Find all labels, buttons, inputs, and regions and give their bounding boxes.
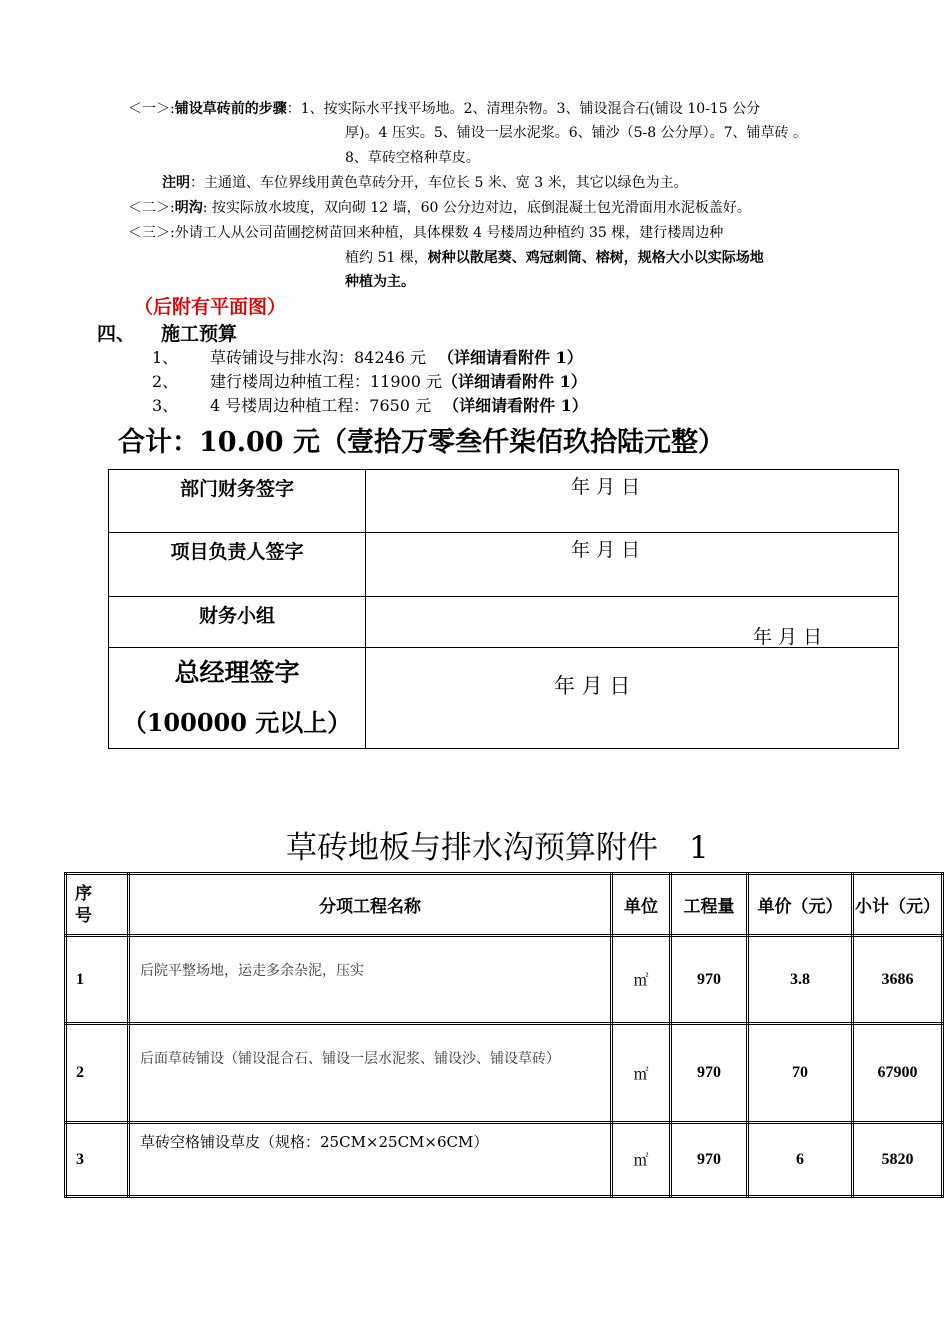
table-row [66, 1123, 943, 1197]
table-header-row [66, 874, 943, 936]
column-header-subtotal: 小计（元） [853, 874, 943, 936]
step-section-3-line3: 种植为主。 [345, 274, 415, 290]
row-name: 后院平整场地，运走多余杂泥，压实 [129, 936, 612, 1024]
signature-date-cell[interactable] [366, 470, 899, 533]
signature-date-cell[interactable] [366, 648, 899, 749]
item-reference: （详细请看附件 1） [438, 348, 583, 367]
row-name: 后面草砖铺设（铺设混合石、铺设一层水泥浆、铺设沙、铺设草砖） [129, 1024, 612, 1123]
row-subtotal: 5820 [853, 1123, 943, 1197]
signature-date: 年 月 日 [571, 539, 641, 561]
signature-row [109, 648, 899, 749]
item-reference: （详细请看附件 1） [443, 396, 588, 415]
table-row [66, 936, 943, 1024]
section-4-heading [97, 321, 237, 347]
section-text: : 按实际放水坡度，双向砌 12 墙，60 公分边对边，底倒混凝土包光滑面用水泥板盖好。 [202, 200, 751, 216]
signature-label-cell [109, 648, 366, 749]
row-qty: 970 [671, 1024, 748, 1123]
row-seq: 3 [66, 1123, 129, 1197]
row-unit: ㎡ [612, 1024, 671, 1123]
section-mark: ＜三＞: [128, 225, 175, 241]
row-seq: 1 [66, 936, 129, 1024]
section-mark: ＜一＞: [128, 101, 175, 117]
item-text: 4 号楼周边种植工程：7650 元 [210, 396, 432, 415]
budget-item [152, 346, 588, 370]
column-header-price: 单价（元） [748, 874, 853, 936]
item-text: 建行楼周边种植工程：11900 元 [210, 372, 442, 391]
signature-date: 年 月 日 [753, 626, 823, 648]
row-subtotal: 67900 [853, 1024, 943, 1123]
signature-label-threshold: （100000 元以上） [122, 708, 352, 737]
section-text-bold: 树种以散尾葵、鸡冠刺筒、榕树，规格大小以实际场地 [427, 250, 764, 266]
item-text: 草砖铺设与排水沟：84246 元 [210, 348, 426, 367]
item-number: 3、 [152, 396, 179, 415]
section-text: 外请工人从公司苗圃挖树苗回来种植，具体棵数 4 号楼周边种植约 35 棵，建行楼周边种 [174, 225, 724, 241]
column-header-name: 分项工程名称 [129, 874, 612, 936]
total-amount: 合计：10.00 元（壹拾万零叁仟柒佰玖拾陆元整） [118, 427, 725, 458]
row-price: 3.8 [748, 936, 853, 1024]
table-row [66, 1024, 943, 1123]
signature-date: 年 月 日 [571, 476, 641, 498]
signature-row [109, 470, 899, 533]
row-seq: 2 [66, 1024, 129, 1123]
item-reference: （详细请看附件 1） [442, 372, 587, 391]
appendix-title: 草砖地板与排水沟预算附件 1 [286, 830, 709, 866]
row-name: 草砖空格铺设草皮（规格：25CM×25CM×6CM） [129, 1123, 612, 1197]
section-heading: 明沟 [174, 200, 203, 216]
step-section-1-line3: 8、草砖空格种草皮。 [345, 150, 480, 166]
row-qty: 970 [671, 936, 748, 1024]
row-price: 70 [748, 1024, 853, 1123]
step-section-1-line2: 厚)。4 压实。5、铺设一层水泥浆。6、铺沙（5-8 公分厚）。7、铺草砖 。 [345, 125, 807, 141]
signature-date-cell[interactable] [366, 533, 899, 597]
signature-row [109, 533, 899, 597]
step-section-1 [128, 97, 760, 121]
row-unit: ㎡ [612, 1123, 671, 1197]
step-section-2 [128, 196, 751, 220]
column-header-qty: 工程量 [671, 874, 748, 936]
budget-item-list [152, 346, 588, 418]
budget-item [152, 370, 588, 394]
section-heading: 铺设草砖前的步骤 [174, 101, 287, 117]
note-heading: 注明 [162, 175, 190, 191]
budget-table [64, 872, 944, 1198]
section-text: ：1、按实际水平找平场地。2、清理杂物。3、铺设混合石(铺设 10-15 公分 [286, 101, 761, 117]
signature-label: 部门财务签字 [109, 470, 366, 533]
header-text: 号 [75, 905, 92, 926]
row-qty: 970 [671, 1123, 748, 1197]
note-paragraph [162, 171, 688, 195]
section-mark: ＜二＞: [128, 200, 175, 216]
signature-row [109, 597, 899, 648]
signature-label: 总经理签字 [174, 658, 300, 687]
signature-table [108, 469, 899, 749]
section-text: 植约 51 棵， [345, 250, 428, 266]
row-unit: ㎡ [612, 936, 671, 1024]
signature-date: 年 月 日 [554, 674, 631, 698]
signature-label: 项目负责人签字 [109, 533, 366, 597]
attached-plan-note: （后附有平面图） [134, 296, 287, 318]
signature-label: 财务小组 [109, 597, 366, 648]
step-section-3-line2 [345, 246, 764, 270]
section-number: 四、 [97, 323, 136, 345]
item-number: 2、 [152, 372, 179, 391]
signature-date-cell[interactable] [366, 597, 899, 648]
row-price: 6 [748, 1123, 853, 1197]
step-section-3 [128, 221, 723, 245]
column-header-seq [66, 874, 129, 936]
column-header-unit: 单位 [612, 874, 671, 936]
note-text: ：主通道、车位界线用黄色草砖分开，车位长 5 米、宽 3 米，其它以绿色为主。 [190, 175, 688, 191]
header-text: 序 [75, 883, 92, 904]
row-subtotal: 3686 [853, 936, 943, 1024]
item-number: 1、 [152, 348, 179, 367]
budget-item [152, 394, 588, 418]
section-title: 施工预算 [161, 323, 238, 345]
